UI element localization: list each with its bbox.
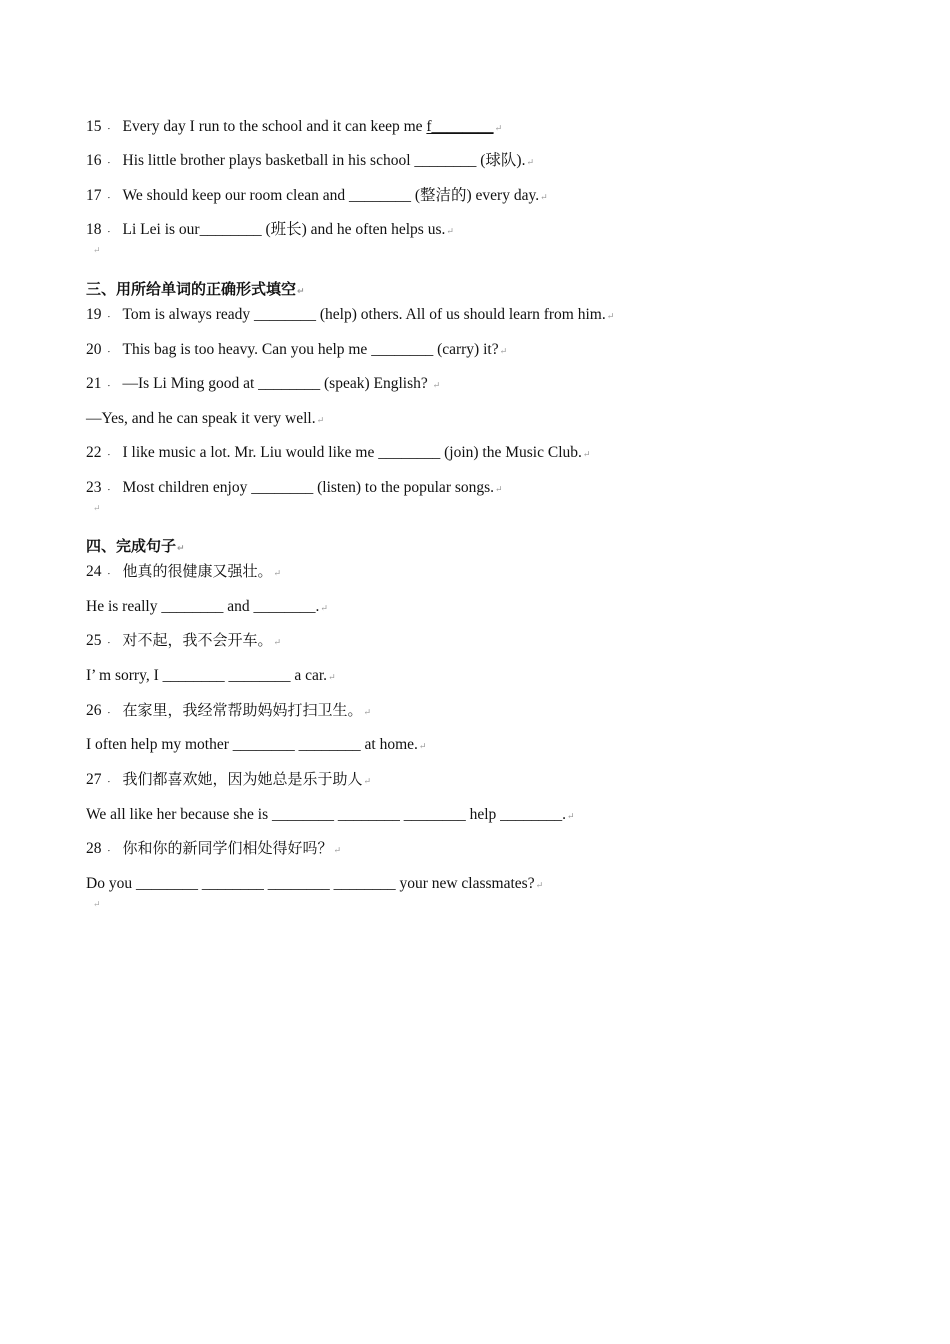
question-26: 26 ． 在家里，我经常帮助妈妈打扫卫生。↵ (86, 701, 372, 719)
question-18: 18 ． Li Lei is our________ (班长) and he often helps us.↵ (86, 221, 454, 238)
question-20: 20 ． This bag is too heavy. Can you help me ________ (carry) it?↵ (86, 341, 508, 358)
question-23: 23 ． Most children enjoy ________ (listen) to the popular songs.↵ (86, 479, 503, 496)
section-4-heading: 四、完成句子↵ (86, 537, 185, 555)
question-27: 27 ． 我们都喜欢她，因为她总是乐于助人↵ (86, 770, 372, 788)
question-17: 17 ． We should keep our room clean and ________ (整洁的) every day.↵ (86, 187, 548, 204)
question-21: 21 ． —Is Li Ming good at ________ (speak) English? ↵ (86, 375, 441, 392)
paragraph-mark: ↵ (93, 503, 101, 513)
question-21-reply: —Yes, and he can speak it very well.↵ (86, 410, 325, 427)
question-28-answer: Do you ________ ________ ________ ________ your new classmates?↵ (86, 875, 544, 892)
question-28: 28 ． 你和你的新同学们相处得好吗？↵ (86, 839, 342, 857)
question-22: 22 ． I like music a lot. Mr. Liu would like me ________ (join) the Music Club.↵ (86, 444, 591, 461)
answer-blank[interactable]: f________ (426, 118, 494, 135)
question-19: 19 ． Tom is always ready ________ (help) others. All of us should learn from him.↵ (86, 306, 615, 323)
question-16: 16 ． His little brother plays basketball in his school ________ (球队).↵ (86, 152, 535, 169)
question-27-answer: We all like her because she is ________ ________ ________ help ________.↵ (86, 806, 575, 823)
question-26-answer: I often help my mother ________ ________ at home.↵ (86, 736, 427, 753)
question-24-answer: He is really ________ and ________.↵ (86, 598, 328, 615)
paragraph-mark: ↵ (93, 899, 101, 909)
paragraph-mark: ↵ (93, 245, 101, 255)
question-25: 25 ． 对不起，我不会开车。↵ (86, 631, 282, 649)
question-15: 15 ． Every day I run to the school and it can keep me f________↵ (86, 118, 503, 135)
question-24: 24 ． 他真的很健康又强壮。↵ (86, 562, 282, 580)
question-25-answer: I’ m sorry, I ________ ________ a car.↵ (86, 667, 336, 684)
section-3-heading: 三、用所给单词的正确形式填空↵ (86, 280, 305, 298)
